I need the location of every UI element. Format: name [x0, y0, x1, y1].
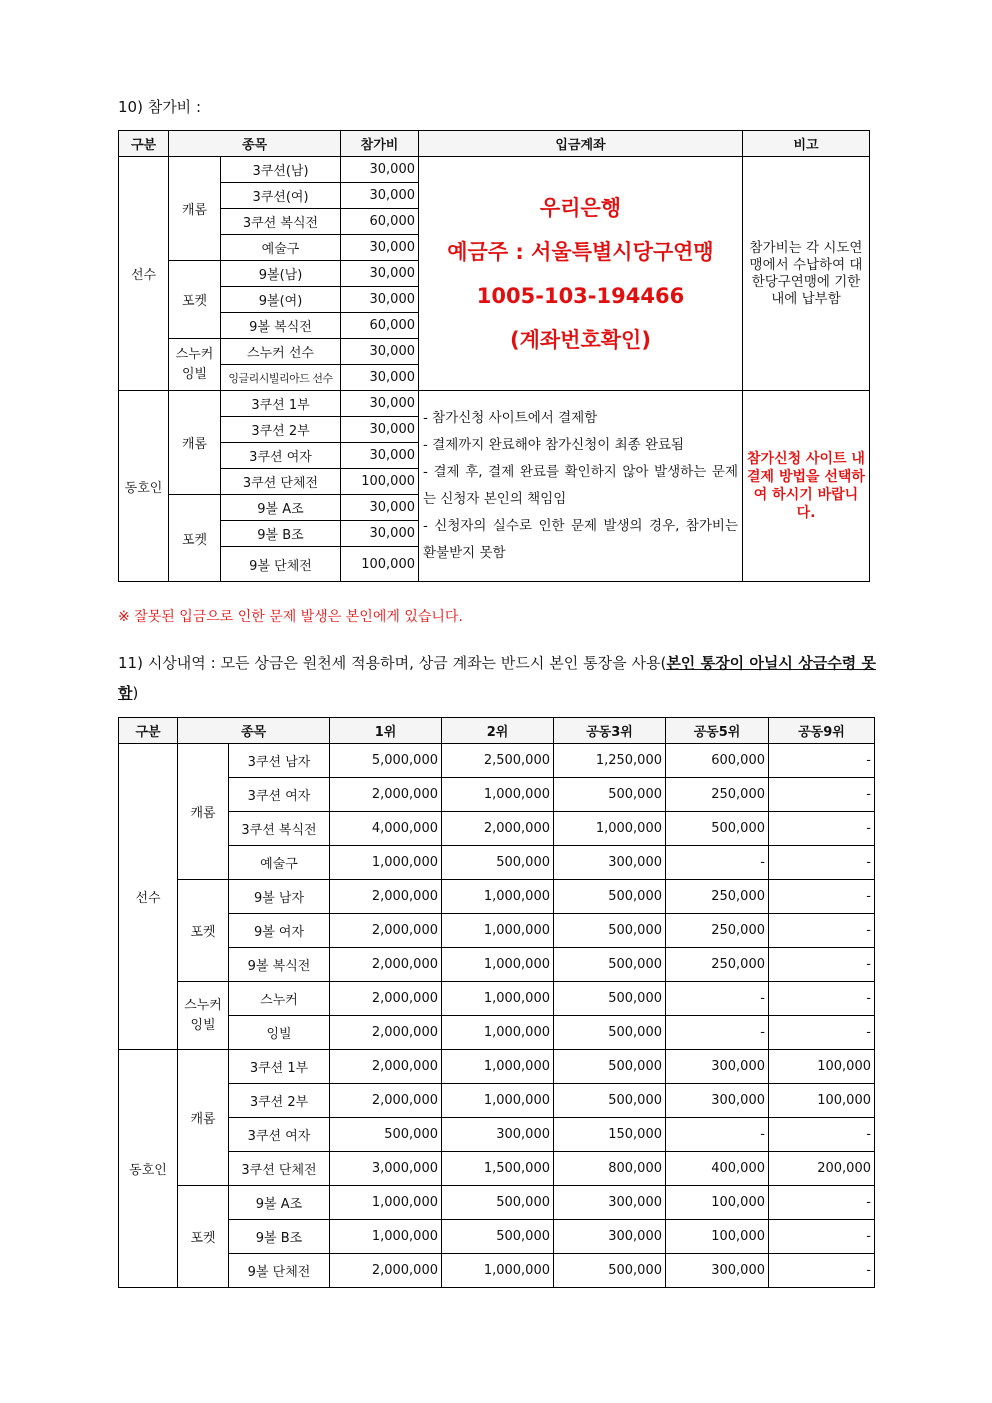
table-row — [119, 1220, 875, 1254]
event-fee: 60,000 — [341, 209, 419, 235]
prize-9th: - — [769, 744, 875, 778]
sub-carom: 캐롬 — [178, 1050, 229, 1186]
prize-3rd: 1,250,000 — [554, 744, 666, 778]
prize-2nd: 1,000,000 — [442, 982, 554, 1016]
prize-5th: - — [666, 982, 769, 1016]
table-row — [119, 1016, 875, 1050]
prize-3rd: 500,000 — [554, 880, 666, 914]
prize-9th: 100,000 — [769, 1050, 875, 1084]
sub-carom: 캐롬 — [169, 157, 221, 261]
prize-5th: 300,000 — [666, 1084, 769, 1118]
account-check: (계좌번호확인) — [510, 327, 651, 352]
prize-header-event: 종목 — [178, 718, 330, 744]
event-name: 9볼(여) — [221, 287, 341, 313]
prize-3rd: 300,000 — [554, 1220, 666, 1254]
event-name: 3쿠션(남) — [221, 157, 341, 183]
event-name: 예술구 — [221, 235, 341, 261]
event-name: 스누커 선수 — [221, 339, 341, 365]
table-row — [119, 1050, 875, 1084]
sub-pocket: 포켓 — [178, 880, 229, 982]
prize-1st: 2,000,000 — [330, 1016, 442, 1050]
fee-header-account: 입금계좌 — [419, 131, 743, 157]
prize-3rd: 500,000 — [554, 1016, 666, 1050]
sub-snooker — [178, 982, 229, 1050]
event-name: 스누커 — [229, 982, 330, 1016]
prize-3rd: 150,000 — [554, 1118, 666, 1152]
player-remark: 참가비는 각 시도연맹에서 수납하여 대한당구연맹에 기한 내에 납부함 — [743, 157, 870, 391]
prize-5th: 400,000 — [666, 1152, 769, 1186]
table-row — [119, 1118, 875, 1152]
prize-9th: - — [769, 846, 875, 880]
prize-9th: - — [769, 812, 875, 846]
event-fee: 30,000 — [341, 235, 419, 261]
category-player: 선수 — [119, 744, 178, 1050]
event-fee: 30,000 — [341, 417, 419, 443]
prize-9th: - — [769, 982, 875, 1016]
table-row — [119, 948, 875, 982]
prize-header-row — [119, 718, 875, 744]
prize-1st: 2,000,000 — [330, 880, 442, 914]
note-item: - 결제까지 완료해야 참가신청이 최종 완료됨 — [423, 437, 685, 453]
table-row — [119, 1152, 875, 1186]
event-fee: 30,000 — [341, 521, 419, 547]
event-name: 예술구 — [229, 846, 330, 880]
prize-2nd: 500,000 — [442, 1186, 554, 1220]
event-name: 9볼 A조 — [229, 1186, 330, 1220]
event-name: 9볼 여자 — [229, 914, 330, 948]
prize-2nd: 2,500,000 — [442, 744, 554, 778]
prize-3rd: 500,000 — [554, 1084, 666, 1118]
prize-5th: 250,000 — [666, 948, 769, 982]
prize-5th: - — [666, 846, 769, 880]
table-row — [119, 157, 870, 183]
prize-1st: 2,000,000 — [330, 1254, 442, 1288]
amateur-remark: 참가신청 사이트 내 결제 방법을 선택하여 하시기 바랍니다. — [743, 391, 870, 582]
prize-2nd: 1,000,000 — [442, 778, 554, 812]
event-fee: 60,000 — [341, 313, 419, 339]
bank-account-info — [419, 157, 743, 391]
prize-9th: - — [769, 914, 875, 948]
prize-3rd: 500,000 — [554, 1050, 666, 1084]
prize-9th: - — [769, 1118, 875, 1152]
prize-3rd: 500,000 — [554, 914, 666, 948]
event-fee: 30,000 — [341, 365, 419, 391]
account-holder: 예금주 : 서울특별시당구연맹 — [447, 239, 714, 264]
event-name: 3쿠션 1부 — [221, 391, 341, 417]
event-name: 9볼 B조 — [229, 1220, 330, 1254]
event-name: 9볼 단체전 — [221, 547, 341, 582]
event-name: 3쿠션 여자 — [221, 443, 341, 469]
prize-3rd: 500,000 — [554, 778, 666, 812]
bank-name: 우리은행 — [539, 195, 622, 220]
prize-5th: 250,000 — [666, 914, 769, 948]
prize-5th: - — [666, 1118, 769, 1152]
prize-3rd: 300,000 — [554, 846, 666, 880]
prize-1st: 5,000,000 — [330, 744, 442, 778]
event-name: 3쿠션 남자 — [229, 744, 330, 778]
payment-notes — [419, 391, 743, 582]
prize-9th: - — [769, 1220, 875, 1254]
sub-pocket: 포켓 — [169, 261, 221, 339]
sub-carom: 캐롬 — [178, 744, 229, 880]
prize-5th: 300,000 — [666, 1254, 769, 1288]
event-name: 3쿠션 여자 — [229, 1118, 330, 1152]
prize-3rd: 1,000,000 — [554, 812, 666, 846]
prize-9th: - — [769, 778, 875, 812]
event-fee: 30,000 — [341, 287, 419, 313]
prize-1st: 2,000,000 — [330, 914, 442, 948]
fee-header-event: 종목 — [169, 131, 341, 157]
fee-header-remark: 비고 — [743, 131, 870, 157]
table-row — [119, 1084, 875, 1118]
event-name: 잉빌 — [229, 1016, 330, 1050]
prize-2nd: 1,000,000 — [442, 914, 554, 948]
table-row — [119, 812, 875, 846]
table-row — [119, 744, 875, 778]
table-row — [119, 1254, 875, 1288]
prize-2nd: 1,000,000 — [442, 1084, 554, 1118]
prize-3rd: 800,000 — [554, 1152, 666, 1186]
event-name: 9볼 B조 — [221, 521, 341, 547]
prize-table — [118, 717, 875, 1288]
prize-3rd: 500,000 — [554, 948, 666, 982]
prize-5th: 100,000 — [666, 1220, 769, 1254]
prize-9th: - — [769, 1016, 875, 1050]
table-row — [119, 880, 875, 914]
event-fee: 100,000 — [341, 469, 419, 495]
prize-1st: 2,000,000 — [330, 778, 442, 812]
prize-2nd: 1,000,000 — [442, 1254, 554, 1288]
sub-snooker — [169, 339, 221, 391]
event-fee: 100,000 — [341, 547, 419, 582]
prize-5th: 300,000 — [666, 1050, 769, 1084]
prize-2nd: 1,000,000 — [442, 948, 554, 982]
prize-1st: 500,000 — [330, 1118, 442, 1152]
prize-header-9th: 공동9위 — [769, 718, 875, 744]
event-name: 3쿠션 단체전 — [229, 1152, 330, 1186]
sub-carom: 캐롬 — [169, 391, 221, 495]
prize-9th: - — [769, 880, 875, 914]
event-name: 9볼 A조 — [221, 495, 341, 521]
event-fee: 30,000 — [341, 391, 419, 417]
prize-9th: - — [769, 948, 875, 982]
category-amateur: 동호인 — [119, 1050, 178, 1288]
prize-2nd: 1,000,000 — [442, 880, 554, 914]
fee-header-row — [119, 131, 870, 157]
category-player: 선수 — [119, 157, 169, 391]
table-row — [119, 846, 875, 880]
event-name: 3쿠션 복식전 — [229, 812, 330, 846]
prize-5th: 600,000 — [666, 744, 769, 778]
event-name: 9볼(남) — [221, 261, 341, 287]
prize-header-3rd: 공동3위 — [554, 718, 666, 744]
event-fee: 30,000 — [341, 183, 419, 209]
prize-5th: 500,000 — [666, 812, 769, 846]
prize-3rd: 300,000 — [554, 1186, 666, 1220]
table-row — [119, 391, 870, 417]
table-row — [119, 982, 875, 1016]
event-name: 3쿠션 복식전 — [221, 209, 341, 235]
event-fee: 30,000 — [341, 157, 419, 183]
prize-9th: - — [769, 1254, 875, 1288]
prize-2nd: 1,000,000 — [442, 1050, 554, 1084]
prize-5th: 250,000 — [666, 778, 769, 812]
event-name: 잉글리시빌리아드 선수 — [221, 365, 341, 391]
event-name: 3쿠션 여자 — [229, 778, 330, 812]
prize-2nd: 500,000 — [442, 1220, 554, 1254]
prize-header-1st: 1위 — [330, 718, 442, 744]
event-name: 3쿠션 1부 — [229, 1050, 330, 1084]
event-name: 3쿠션 2부 — [229, 1084, 330, 1118]
prize-9th: 100,000 — [769, 1084, 875, 1118]
note-item: - 참가신청 사이트에서 결제함 — [423, 410, 598, 426]
payment-warning: ※ 잘못된 입금으로 인한 문제 발생은 본인에게 있습니다. — [118, 609, 463, 625]
fee-table — [118, 130, 870, 582]
prize-1st: 3,000,000 — [330, 1152, 442, 1186]
fee-header-category: 구분 — [119, 131, 169, 157]
prize-1st: 1,000,000 — [330, 1186, 442, 1220]
sub-pocket: 포켓 — [169, 495, 221, 582]
prize-2nd: 300,000 — [442, 1118, 554, 1152]
event-name: 9볼 복식전 — [229, 948, 330, 982]
note-item: - 결제 후, 결제 완료를 확인하지 않아 발생하는 문제는 신청자 본인의 책임임 — [423, 464, 738, 507]
prize-2nd: 1,000,000 — [442, 1016, 554, 1050]
sub-snooker-label2: 잉빌 — [190, 1017, 216, 1033]
prize-1st: 2,000,000 — [330, 1084, 442, 1118]
prize-9th: 200,000 — [769, 1152, 875, 1186]
prize-header-category: 구분 — [119, 718, 178, 744]
section-11-close: ) — [132, 684, 139, 702]
prize-1st: 1,000,000 — [330, 846, 442, 880]
table-row — [119, 778, 875, 812]
event-fee: 30,000 — [341, 443, 419, 469]
prize-5th: 250,000 — [666, 880, 769, 914]
prize-1st: 2,000,000 — [330, 1050, 442, 1084]
prize-9th: - — [769, 1186, 875, 1220]
table-row — [119, 1186, 875, 1220]
sub-pocket: 포켓 — [178, 1186, 229, 1288]
note-item: - 신청자의 실수로 인한 문제 발생의 경우, 참가비는 환불받지 못함 — [423, 518, 738, 561]
sub-snooker-label2: 잉빌 — [181, 366, 208, 382]
prize-3rd: 500,000 — [554, 1254, 666, 1288]
event-name: 9볼 남자 — [229, 880, 330, 914]
prize-2nd: 2,000,000 — [442, 812, 554, 846]
table-row — [119, 914, 875, 948]
account-number: 1005-103-194466 — [476, 283, 685, 308]
prize-1st: 2,000,000 — [330, 948, 442, 982]
prize-header-5th: 공동5위 — [666, 718, 769, 744]
sub-snooker-label1: 스누커 — [175, 346, 214, 362]
sub-snooker-label1: 스누커 — [184, 997, 222, 1013]
prize-header-2nd: 2위 — [442, 718, 554, 744]
section-10-title: 10) 참가비 : — [118, 98, 201, 116]
prize-5th: - — [666, 1016, 769, 1050]
section-11-title — [118, 648, 876, 708]
section-11-text: 11) 시상내역 : 모든 상금은 원천세 적용하며, 상금 계좌는 반드시 본인 통장을 사용( — [118, 654, 667, 672]
prize-2nd: 500,000 — [442, 846, 554, 880]
event-fee: 30,000 — [341, 261, 419, 287]
prize-1st: 2,000,000 — [330, 982, 442, 1016]
event-name: 3쿠션(여) — [221, 183, 341, 209]
event-name: 9볼 복식전 — [221, 313, 341, 339]
event-fee: 30,000 — [341, 339, 419, 365]
prize-2nd: 1,500,000 — [442, 1152, 554, 1186]
section-11-underlined: 본인 통장이 아닐시 상금수령 못함 — [118, 654, 876, 702]
fee-header-fee: 참가비 — [341, 131, 419, 157]
prize-3rd: 500,000 — [554, 982, 666, 1016]
prize-1st: 4,000,000 — [330, 812, 442, 846]
category-amateur: 동호인 — [119, 391, 169, 582]
event-name: 9볼 단체전 — [229, 1254, 330, 1288]
event-name: 3쿠션 단체전 — [221, 469, 341, 495]
prize-1st: 1,000,000 — [330, 1220, 442, 1254]
prize-5th: 100,000 — [666, 1186, 769, 1220]
event-name: 3쿠션 2부 — [221, 417, 341, 443]
event-fee: 30,000 — [341, 495, 419, 521]
